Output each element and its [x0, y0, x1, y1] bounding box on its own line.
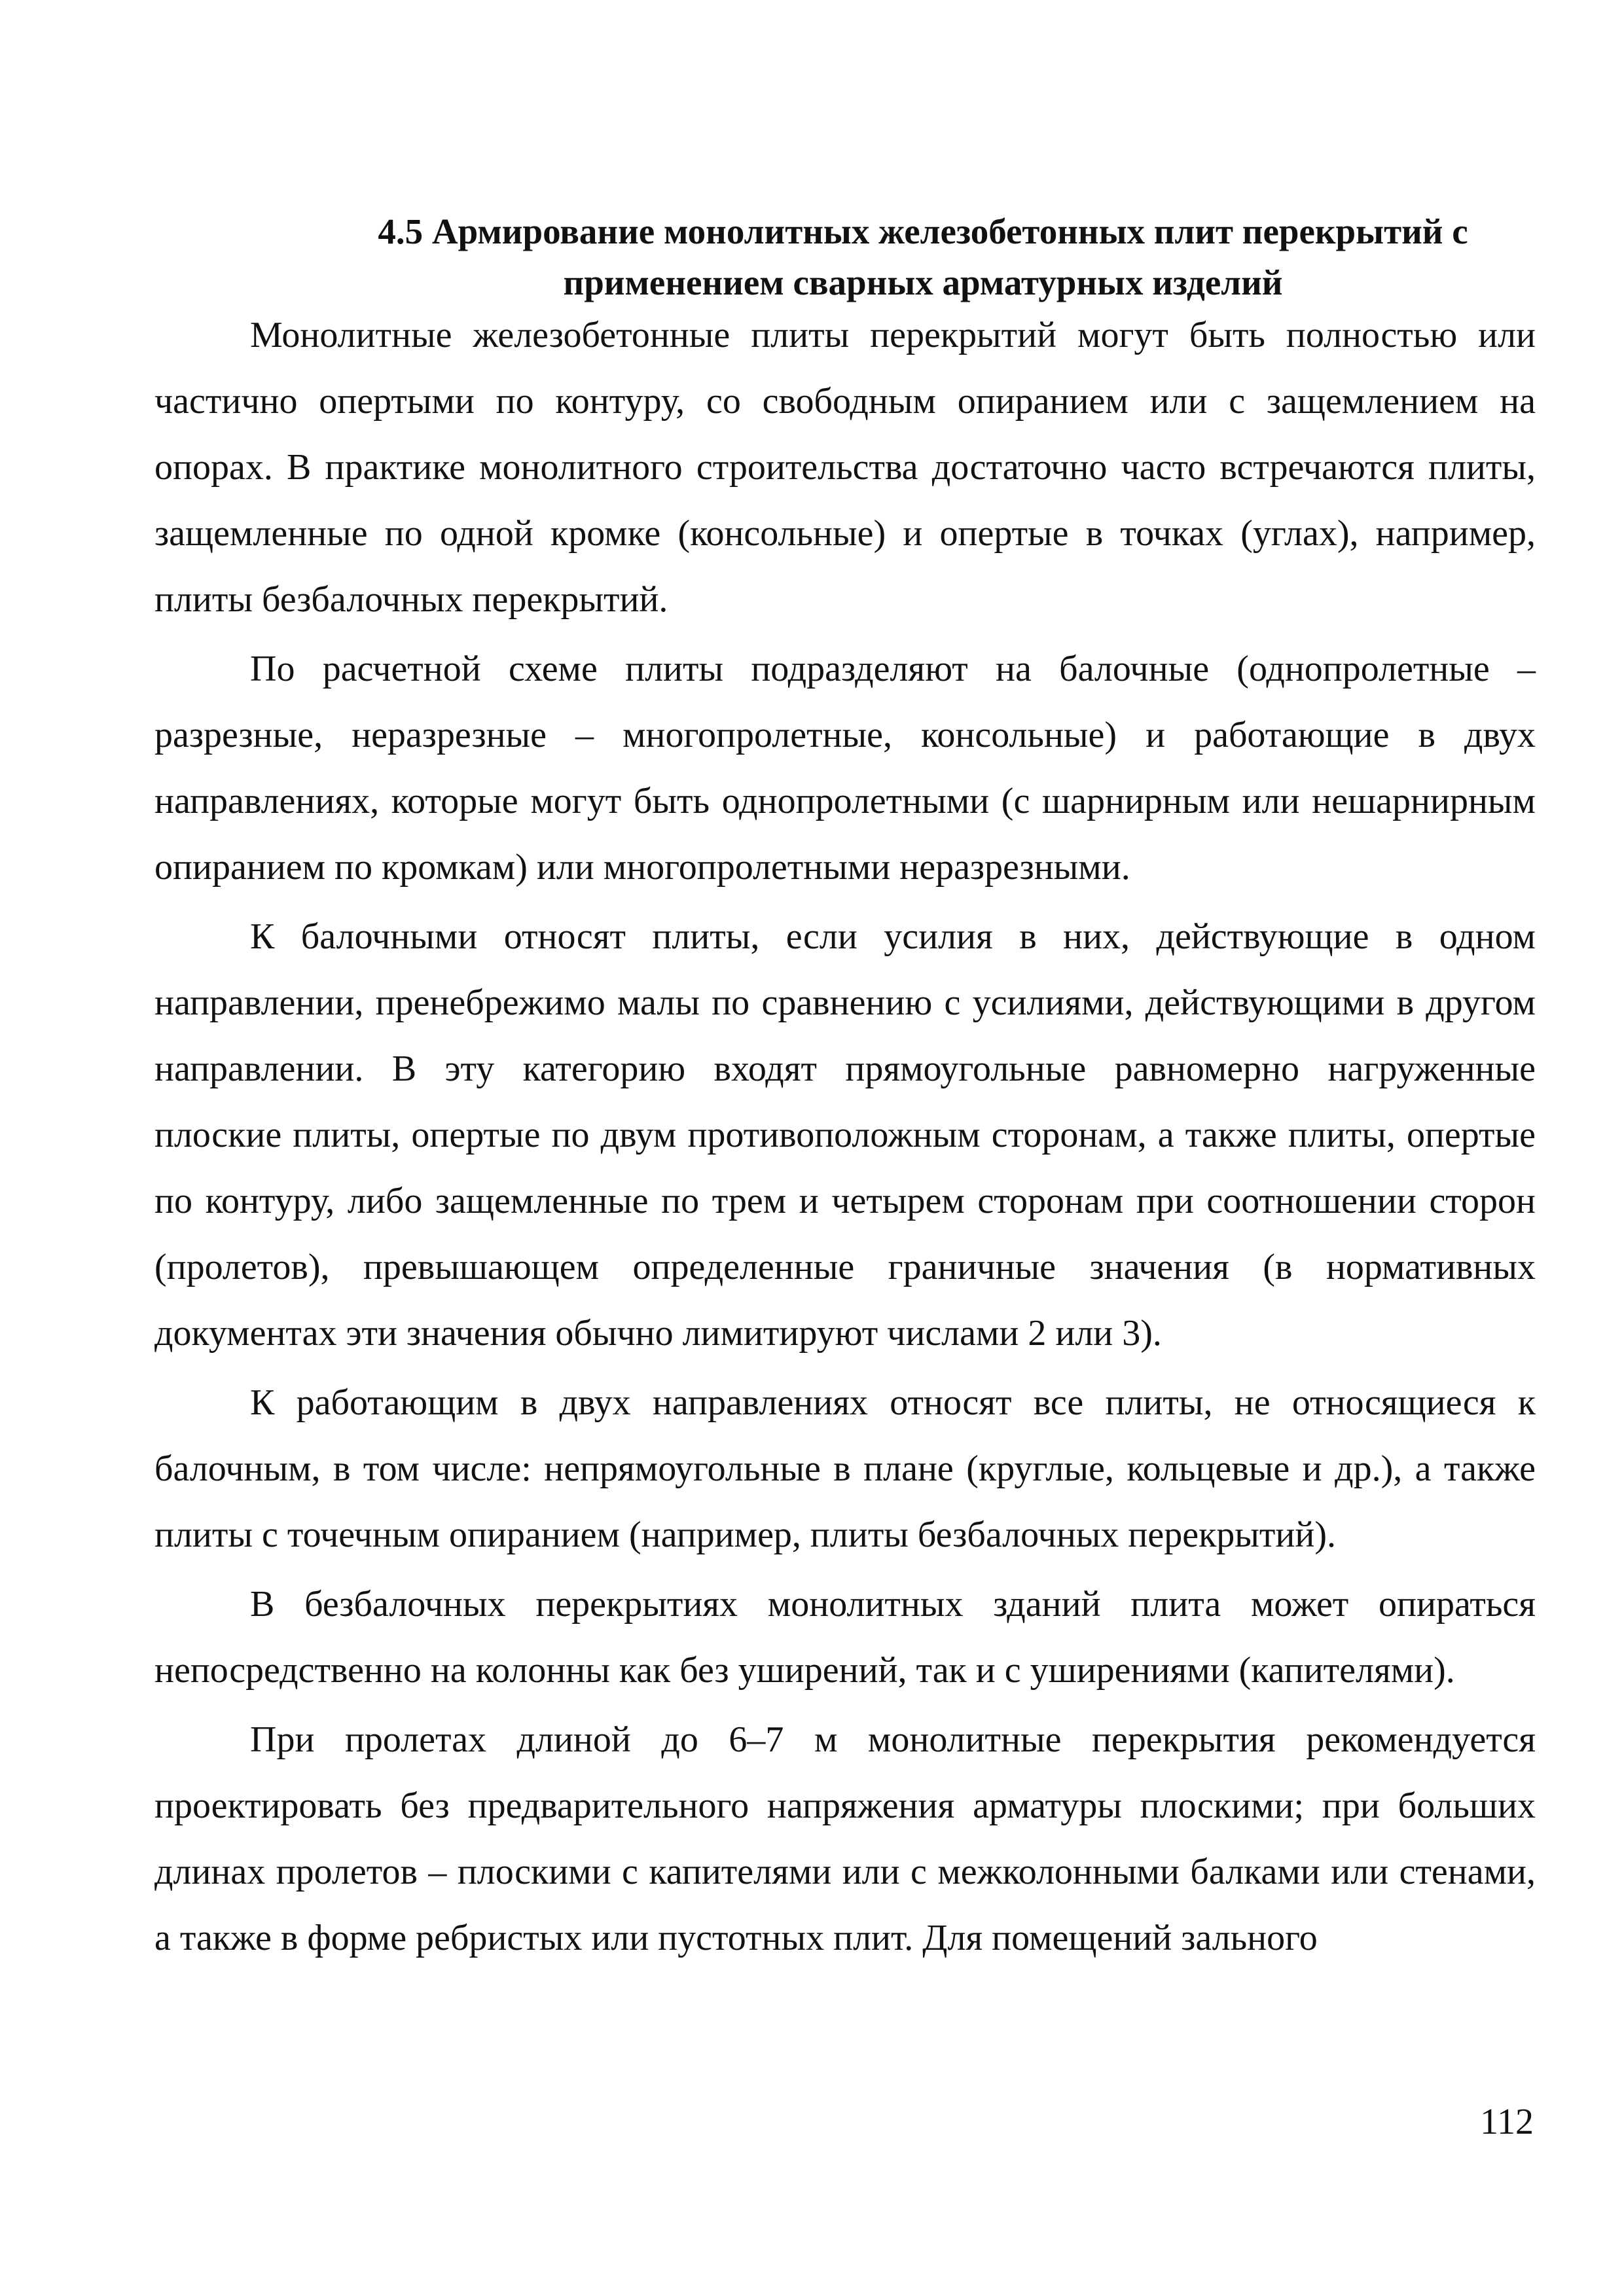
body-text — [154, 302, 1536, 1975]
paragraph: К работающим в двух направлениях относят все плиты, не относящиеся к балочным, в том числе: непрямоугольные в плане (круглые, кольцевые и др.), а также плиты с точечным опиранием (например, плиты безбалочных перекрытий). — [154, 1382, 1536, 1555]
section-heading-line-1: 4.5 Армирование монолитных железобетонных плит перекрытий с — [378, 211, 1468, 251]
page-number: 112 — [1480, 2102, 1534, 2142]
paragraph: По расчетной схеме плиты подразделяют на балочные (однопролетные – разрезные, неразрезные – многопролетные, консольные) и работающие в двух направлениях, которые могут быть однопролетными (с шарнирным или нешарнирным опиранием по кромкам) или многопролетными неразрезными. — [154, 649, 1536, 888]
section-heading-line-2: применением сварных арматурных изделий — [563, 262, 1283, 302]
paragraph: К балочными относят плиты, если усилия в них, действующие в одном направлении, пренебрежимо малы по сравнению с усилиями, действующими в другом направлении. В эту категорию входят прямоугольные равномерно нагруженные плоские плиты, опертые по двум противоположным сторонам, а также плиты, опертые по контуру, либо защемленные по трем и четырем сторонам при соотношении сторон (пролетов), превышающем определенные граничные значения (в нормативных документах эти значения обычно лимитируют числами 2 или 3). — [154, 916, 1536, 1354]
paragraph: Монолитные железобетонные плиты перекрытий могут быть полностью или частично опертыми по контуру, со свободным опиранием или с защемлением на опорах. В практике монолитного строительства достаточно часто встречаются плиты, защемленные по одной кромке (консольные) и опертые в точках (углах), например, плиты безбалочных перекрытий. — [154, 315, 1536, 620]
paragraph: При пролетах длиной до 6–7 м монолитные перекрытия рекомендуется проектировать без предварительного напряжения арматуры плоскими; при больших длинах пролетов – плоскими с капителями или с межколонными балками или стенами, а также в форме ребристых или пустотных плит. Для помещений зального — [154, 1719, 1536, 1958]
paragraph: В безбалочных перекрытиях монолитных зданий плита может опираться непосредственно на колонны как без уширений, так и с уширениями (капителями). — [154, 1584, 1536, 1691]
section-heading — [327, 206, 1519, 308]
